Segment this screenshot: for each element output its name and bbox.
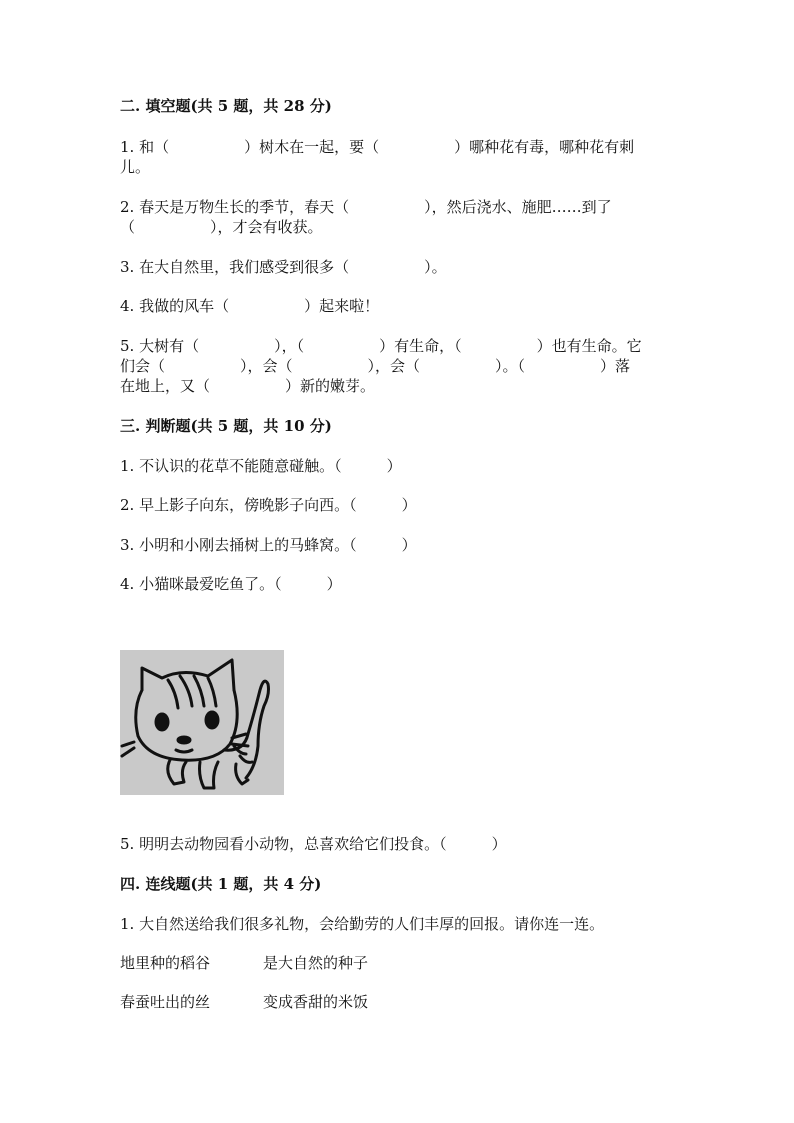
fill-question-4: 4. 我做的风车（ ）起来啦！ xyxy=(120,297,380,315)
fill-question-3: 3. 在大自然里，我们感受到很多（ ）。 xyxy=(120,258,447,276)
fill-question-5-line-3: 在地上，又（ ）新的嫩芽。 xyxy=(120,377,376,395)
match-left-item-1: 地里种的稻谷 xyxy=(120,954,211,972)
match-right-item-1: 是大自然的种子 xyxy=(263,954,369,972)
fill-question-2-line-2: （ ），才会有收获。 xyxy=(120,218,323,236)
fill-question-5-line-1: 5. 大树有（ ），（ ）有生命，（ ）也有生命。它 xyxy=(120,337,642,355)
fill-question-2-line-1: 2. 春天是万物生长的季节，春天（ ），然后浇水、施肥……到了 xyxy=(120,198,612,216)
fill-question-1-line-1: 1. 和（ ）树木在一起，要（ ）哪种花有毒，哪种花有刺 xyxy=(120,138,635,156)
judge-question-2: 2. 早上影子向东，傍晚影子向西。（ ） xyxy=(120,496,417,514)
section-3-heading: 三. 判断题(共 5 题，共 10 分) xyxy=(120,417,332,435)
match-right-item-2: 变成香甜的米饭 xyxy=(263,993,369,1011)
fill-question-5-line-2: 们会（ ），会（ ），会（ ）。（ ）落 xyxy=(120,357,631,375)
judge-question-1: 1. 不认识的花草不能随意碰触。（ ） xyxy=(120,457,402,475)
judge-question-3: 3. 小明和小刚去捅树上的马蜂窝。（ ） xyxy=(120,536,417,554)
section-2-heading: 二. 填空题(共 5 题，共 28 分) xyxy=(120,97,332,115)
match-left-item-2: 春蚕吐出的丝 xyxy=(120,993,211,1011)
fill-question-1-line-2: 儿。 xyxy=(120,158,151,176)
matching-question-1: 1. 大自然送给我们很多礼物，会给勤劳的人们丰厚的回报。请你连一连。 xyxy=(120,915,605,933)
judge-question-5: 5. 明明去动物园看小动物，总喜欢给它们投食。（ ） xyxy=(120,835,507,853)
cat-illustration xyxy=(120,650,284,795)
section-4-heading: 四. 连线题(共 1 题，共 4 分) xyxy=(120,875,322,893)
judge-question-4: 4. 小猫咪最爱吃鱼了。（ ） xyxy=(120,575,342,593)
